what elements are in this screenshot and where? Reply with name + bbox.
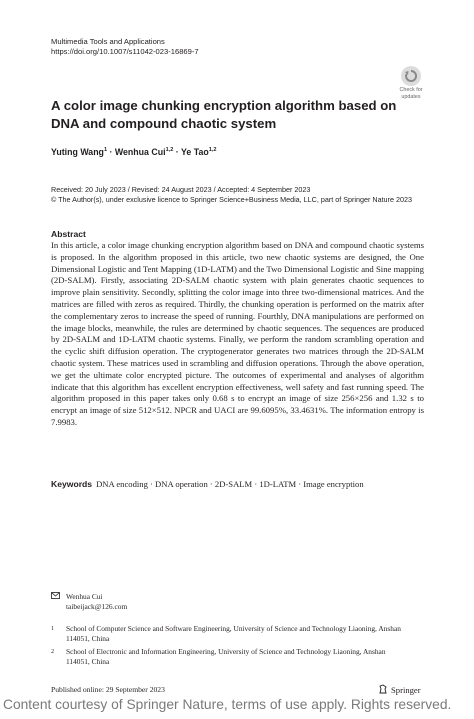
doi-link[interactable]: https://doi.org/10.1007/s11042-023-16869-7 bbox=[51, 47, 199, 56]
author-affiliation: 1,2 bbox=[208, 147, 217, 154]
affiliation-1 bbox=[51, 624, 424, 646]
check-for-updates-badge[interactable] bbox=[396, 66, 426, 100]
published-online: Published online: 29 September 2023 bbox=[51, 685, 165, 694]
author-separator: · bbox=[107, 147, 115, 157]
envelope-icon bbox=[51, 592, 60, 602]
author-list bbox=[51, 147, 217, 157]
keywords-label: Keywords bbox=[51, 479, 93, 489]
journal-header bbox=[51, 37, 199, 57]
badge-label-2: updates bbox=[401, 94, 421, 100]
corresponding-email[interactable]: taibeijack@126.com bbox=[66, 602, 128, 611]
author-separator: · bbox=[173, 147, 182, 157]
updates-icon bbox=[401, 66, 421, 86]
abstract-heading: Abstract bbox=[51, 229, 86, 239]
history-dates: Received: 20 July 2023 / Revised: 24 August 2023 / Accepted: 4 September 2023 bbox=[51, 185, 311, 194]
author-affiliation: 1,2 bbox=[165, 147, 174, 154]
publisher-name: Springer bbox=[391, 685, 421, 695]
author-affiliation: 1 bbox=[103, 147, 108, 154]
abstract-text: In this article, a color image chunking encryption algorithm based on DNA and compound chaotic systems is proposed. In the algorithm proposed in this article, two new chaotic systems are designed, the One Dimensional Logistic and Tent Mapping (1D-LATM) and the Two Dimensional Logistic and Sine mapping (2D-SALM). Firstly, associating 2D-SALM chaotic system with plain generates chaotic sequences to improve plain sensitivity. Secondly, splitting the color image into three two-dimensional matrices. And the matrices are filled with zeros as required. Thirdly, the chunking operation is performed on the matrix after the complementary zeros to increase the speed of running. Fourthly, DNA manipulations are performed on the image blocks, meanwhile, the rules are determined by chaotic sequences. The sequences are produced by 2D-SALM and 1D-LATM chaotic systems. Finally, we perform the random scrambling operation and the cyclic shift diffusion operation. The cryptogenerator generates two matrices through the 2D-SALM chaotic system. These matrices used in scrambling and diffusion operations. Through the above operation, we get the ultimate color encrypted picture. The outcomes of experimental and analyses of algorithm indicate that this algorithm has excellent encryption effectiveness, well safety and fast running speed. The algorithm proposed in this paper takes only 0.68 s to encrypt an image of size 256×256 and 1.32 s to encrypt an image of size 512×512. NPCR and UACI are 99.6095%, 33.4631%. The information entropy is 7.9983. bbox=[51, 240, 424, 427]
badge-label-1: Check for bbox=[399, 87, 423, 93]
author-name[interactable]: Yuting Wang bbox=[51, 147, 104, 157]
article-title: A color image chunking encryption algorithm based on DNA and compound chaotic system bbox=[51, 98, 397, 131]
springer-horse-icon bbox=[378, 684, 388, 696]
publisher-logo[interactable] bbox=[378, 684, 421, 696]
journal-name: Multimedia Tools and Applications bbox=[51, 37, 165, 46]
correspondence-footnote bbox=[51, 592, 424, 614]
affiliation-2 bbox=[51, 647, 424, 669]
affiliation-text: School of Electronic and Information Engineering, University of Science and Technology Liaoning, Anshan 114051, China bbox=[66, 647, 386, 666]
keywords-text: DNA encoding · DNA operation · 2D-SALM · 1D-LATM · Image encryption bbox=[96, 479, 364, 489]
keywords-line bbox=[51, 479, 424, 489]
author-name[interactable]: Ye Tao bbox=[181, 147, 209, 157]
affiliation-number: 2 bbox=[51, 649, 55, 655]
affiliation-text: School of Computer Science and Software Engineering, University of Science and Technology Liaoning, Anshan 114051, China bbox=[66, 624, 401, 643]
courtesy-watermark: Content courtesy of Springer Nature, terms of use apply. Rights reserved. bbox=[3, 697, 452, 712]
affiliation-number: 1 bbox=[51, 626, 55, 632]
author-name[interactable]: Wenhua Cui bbox=[114, 147, 166, 157]
corresponding-author: Wenhua Cui bbox=[66, 592, 103, 601]
article-history bbox=[51, 185, 412, 205]
copyright-notice: © The Author(s), under exclusive licence to Springer Science+Business Media, LLC, part of Springer Nature 2023 bbox=[51, 195, 412, 204]
